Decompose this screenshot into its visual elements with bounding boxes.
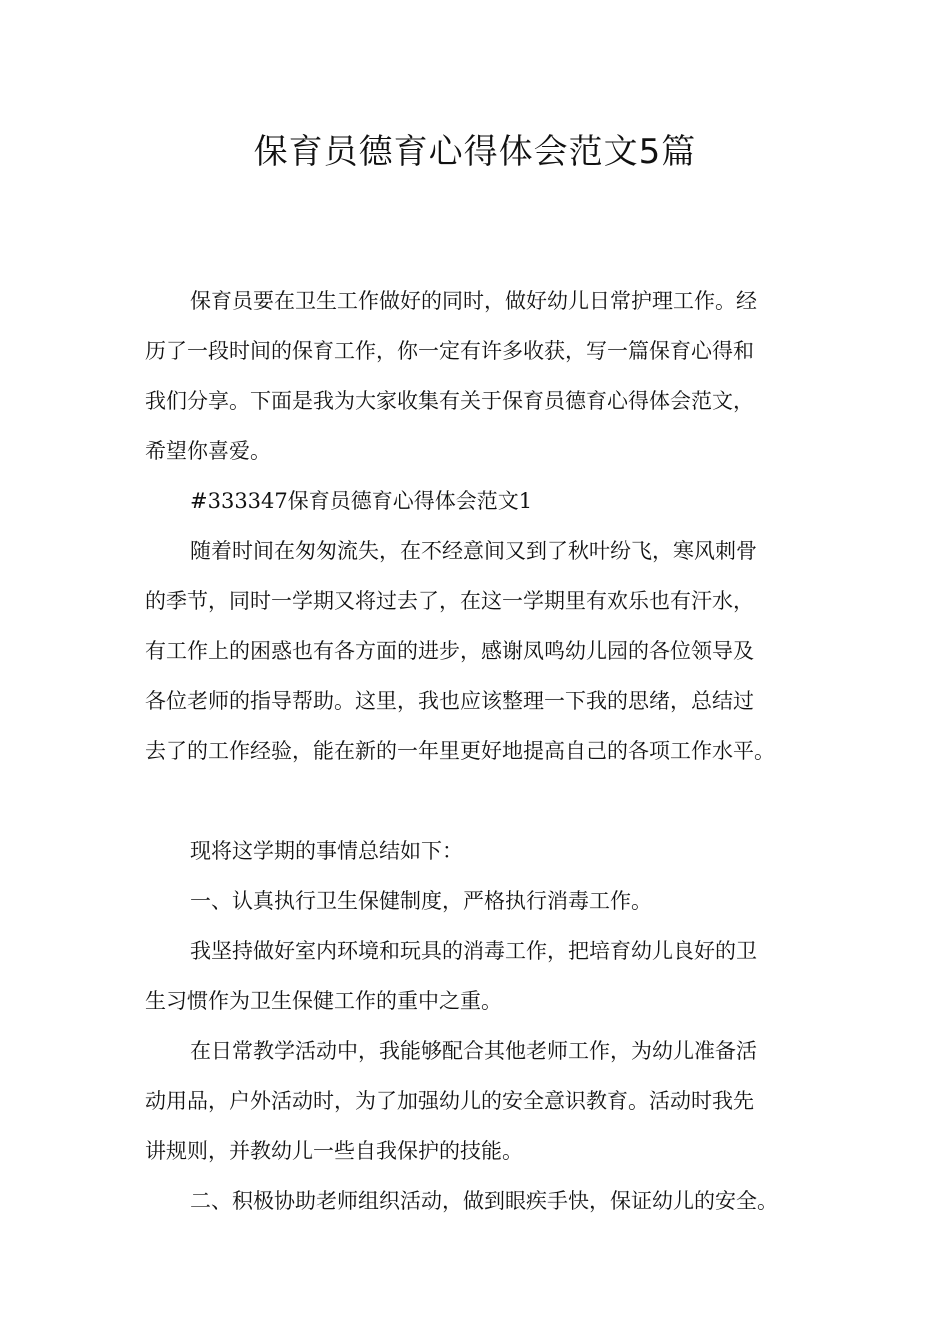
- paragraph-line: 现将这学期的事情总结如下：: [190, 839, 463, 863]
- paragraph-line: 的季节，同时一学期又将过去了，在这一学期里有欢乐也有汗水，: [145, 589, 754, 613]
- paragraph-line: 保育员要在卫生工作做好的同时，做好幼儿日常护理工作。经: [190, 289, 757, 313]
- paragraph-line: 我们分享。下面是我为大家收集有关于保育员德育心得体会范文，: [145, 389, 754, 413]
- paragraph-line: 历了一段时间的保育工作，你一定有许多收获，写一篇保育心得和: [145, 339, 754, 363]
- paragraph-line: 各位老师的指导帮助。这里，我也应该整理一下我的思绪，总结过: [145, 689, 754, 713]
- paragraph-line: 去了的工作经验，能在新的一年里更好地提高自己的各项工作水平。: [145, 739, 775, 763]
- paragraph-line: 随着时间在匆匆流失，在不经意间又到了秋叶纷飞，寒风刺骨: [190, 539, 757, 563]
- paragraph-line: 动用品，户外活动时，为了加强幼儿的安全意识教育。活动时我先: [145, 1089, 754, 1113]
- section-heading: #333347保育员德育心得体会范文1: [190, 489, 533, 513]
- paragraph-line: 在日常教学活动中，我能够配合其他老师工作，为幼儿准备活: [190, 1039, 757, 1063]
- list-heading: 二、积极协助老师组织活动，做到眼疾手快，保证幼儿的安全。: [190, 1189, 778, 1213]
- paragraph-line: 希望你喜爱。: [145, 439, 271, 463]
- paragraph-line: 有工作上的困惑也有各方面的进步，感谢凤鸣幼儿园的各位领导及: [145, 639, 754, 663]
- paragraph-line: 生习惯作为卫生保健工作的重中之重。: [145, 989, 502, 1013]
- list-heading: 一、认真执行卫生保健制度，严格执行消毒工作。: [190, 889, 652, 913]
- document-title: 保育员德育心得体会范文5篇: [253, 132, 697, 172]
- paragraph-line: 我坚持做好室内环境和玩具的消毒工作，把培育幼儿良好的卫: [190, 939, 757, 963]
- paragraph-line: 讲规则，并教幼儿一些自我保护的技能。: [145, 1139, 523, 1163]
